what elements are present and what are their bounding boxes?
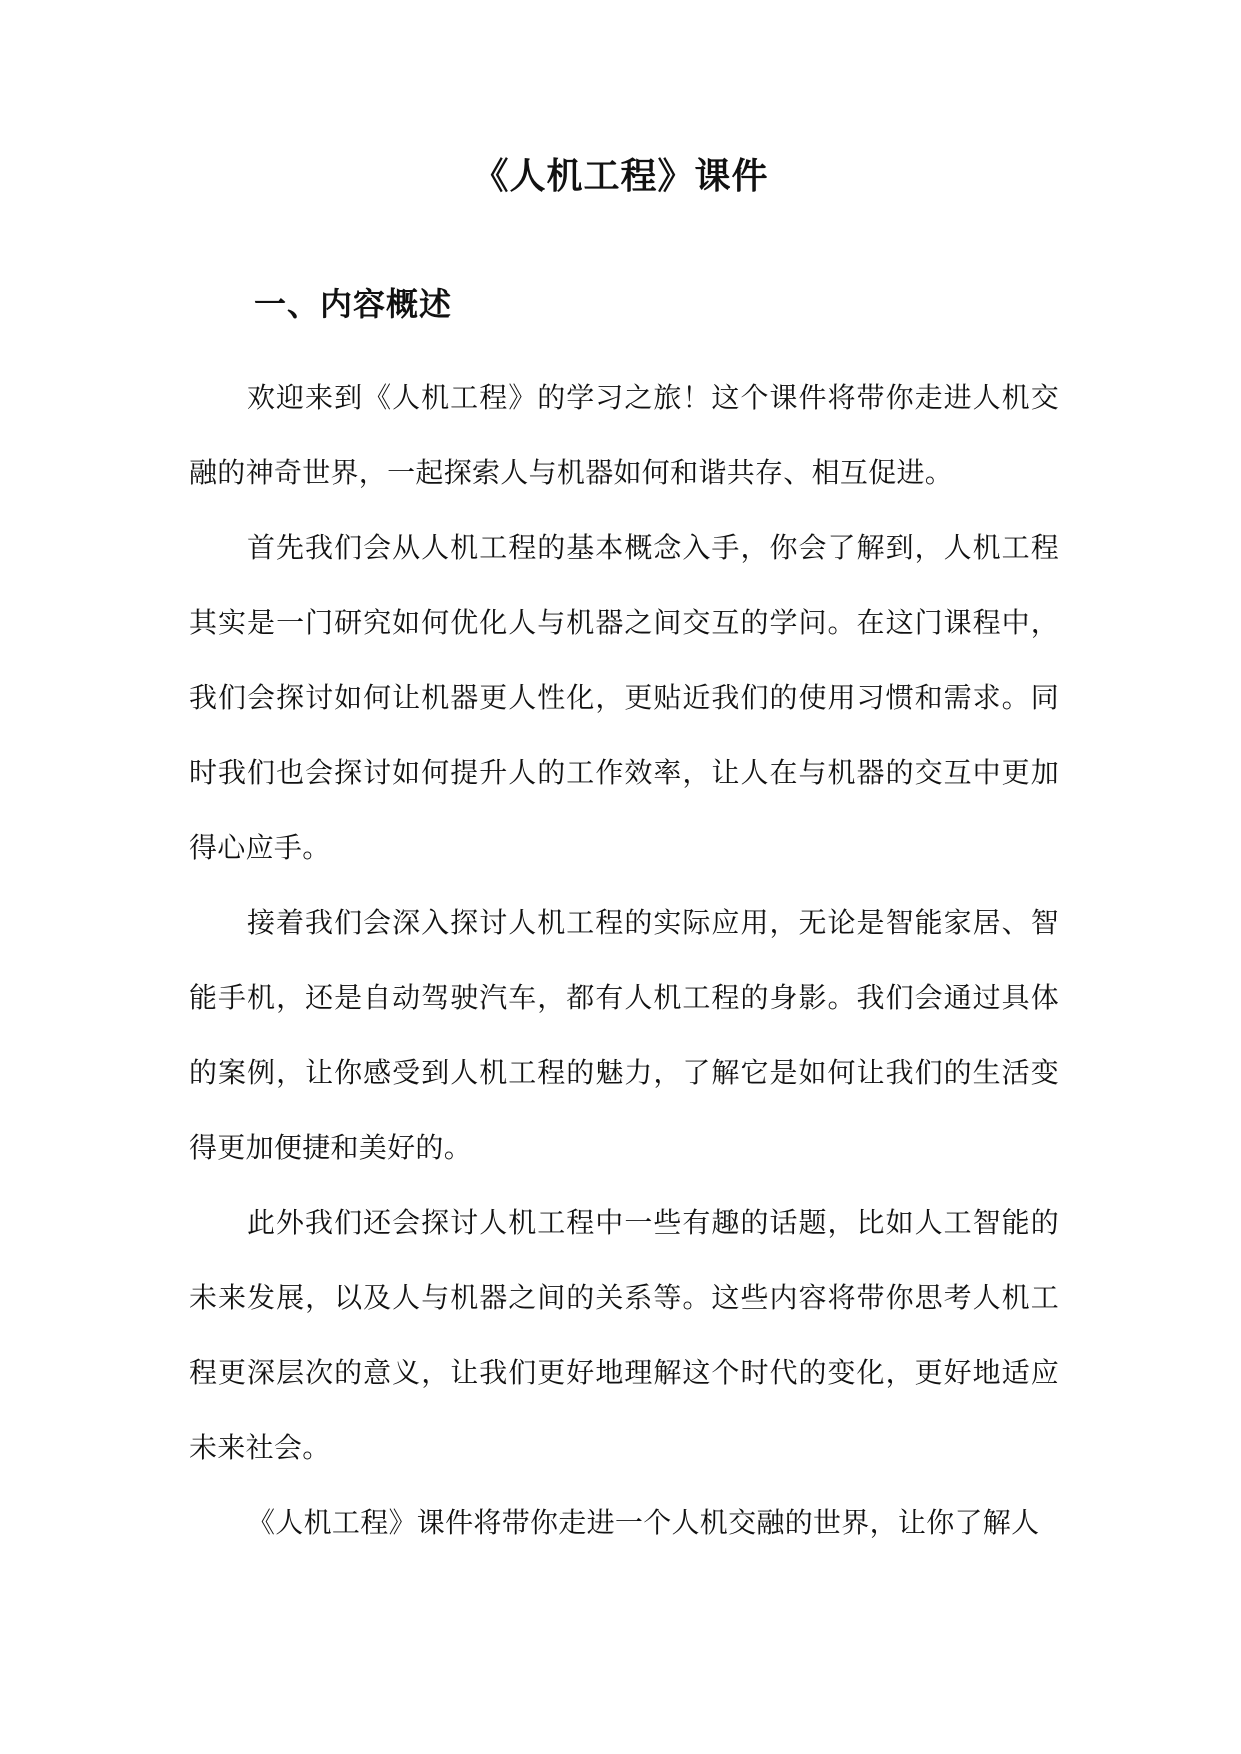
paragraph: 此外我们还会探讨人机工程中一些有趣的话题，比如人工智能的未来发展，以及人与机器之间的关系等。这些内容将带你思考人机工程更深层次的意义，让我们更好地理解这个时代的变化，更好地适应未来社会。 bbox=[189, 1206, 1059, 1464]
paragraph: 接着我们会深入探讨人机工程的实际应用，无论是智能家居、智能手机，还是自动驾驶汽车，都有人机工程的身影。我们会通过具体的案例，让你感受到人机工程的魅力，了解它是如何让我们的生活变得更加便捷和美好的。 bbox=[189, 906, 1059, 1164]
paragraph: 欢迎来到《人机工程》的学习之旅！这个课件将带你走进人机交融的神奇世界，一起探索人与机器如何和谐共存、相互促进。 bbox=[189, 381, 1059, 489]
document-body bbox=[189, 360, 1059, 1560]
paragraph: 首先我们会从人机工程的基本概念入手，你会了解到，人机工程其实是一门研究如何优化人与机器之间交互的学问。在这门课程中，我们会探讨如何让机器更人性化，更贴近我们的使用习惯和需求。同时我们也会探讨如何提升人的工作效率，让人在与机器的交互中更加得心应手。 bbox=[189, 531, 1059, 864]
paragraph: 《人机工程》课件将带你走进一个人机交融的世界，让你了解人 bbox=[247, 1506, 1040, 1539]
document-title: 《人机工程》课件 bbox=[472, 155, 769, 197]
section-heading: 一、内容概述 bbox=[254, 285, 453, 323]
